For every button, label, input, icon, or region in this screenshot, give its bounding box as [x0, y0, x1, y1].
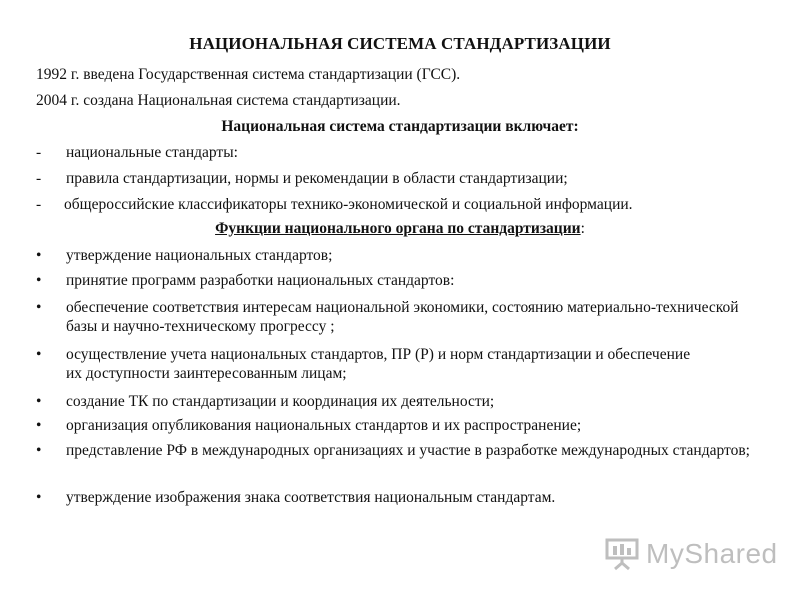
includes-item: [36, 196, 633, 214]
function-item: [36, 298, 756, 336]
function-item: [36, 246, 776, 265]
function-item: [36, 392, 776, 411]
includes-item-text: общероссийские классификаторы технико-экономической и социальной информации.: [64, 196, 633, 213]
function-item: [36, 488, 776, 507]
page-title: НАЦИОНАЛЬНАЯ СИСТЕМА СТАНДАРТИЗАЦИИ: [189, 34, 611, 53]
dash-marker: -: [36, 196, 42, 213]
bullet-icon: •: [36, 272, 42, 289]
presentation-board-icon: [604, 537, 640, 571]
function-item-text: представление РФ в международных организациях и участие в разработке международных стандартов;: [66, 442, 750, 459]
function-item-text: утверждение изображения знака соответствия национальным стандартам.: [66, 489, 556, 506]
includes-item-text: национальные стандарты:: [66, 144, 238, 161]
functions-heading: [0, 220, 800, 238]
intro-line-1: 1992 г. введена Государственная система стандартизации (ГСС).: [36, 66, 461, 83]
bullet-icon: •: [36, 393, 42, 410]
function-item: [36, 271, 776, 290]
includes-item-text: правила стандартизации, нормы и рекомендации в области стандартизации;: [66, 170, 568, 187]
includes-item: [36, 144, 238, 162]
function-item: [36, 441, 776, 460]
includes-heading: Национальная система стандартизации включает:: [221, 118, 579, 135]
function-item-text: принятие программ разработки национальных стандартов:: [66, 272, 455, 289]
watermark-text: MyShared: [646, 538, 778, 569]
functions-heading-suffix: :: [580, 220, 585, 237]
function-item-text: создание ТК по стандартизации и координация их деятельности;: [66, 393, 495, 410]
bullet-icon: •: [36, 442, 42, 459]
function-item-text: утверждение национальных стандартов;: [66, 247, 333, 264]
function-item-text: осуществление учета национальных стандартов, ПР (Р) и норм стандартизации и обеспечение их доступности заинтересованным лицам;: [66, 346, 691, 382]
function-item: [36, 345, 696, 383]
dash-marker: -: [36, 170, 42, 187]
watermark-logo: [604, 536, 778, 572]
function-item-text: организация опубликования национальных стандартов и их распространение;: [66, 417, 582, 434]
function-item-text: обеспечение соответствия интересам национальной экономики, состоянию материально-технической базы и научно-техническому прогрессу ;: [66, 299, 739, 335]
dash-marker: -: [36, 144, 42, 161]
bullet-icon: •: [36, 299, 42, 316]
bullet-icon: •: [36, 247, 42, 264]
bullet-icon: •: [36, 417, 42, 434]
functions-heading-text: Функции национального органа по стандартизации: [215, 220, 581, 237]
bullet-icon: •: [36, 489, 42, 506]
intro-line-2: 2004 г. создана Национальная система стандартизации.: [36, 92, 401, 109]
bullet-icon: •: [36, 346, 42, 363]
function-item: [36, 416, 776, 435]
includes-item: [36, 170, 568, 188]
